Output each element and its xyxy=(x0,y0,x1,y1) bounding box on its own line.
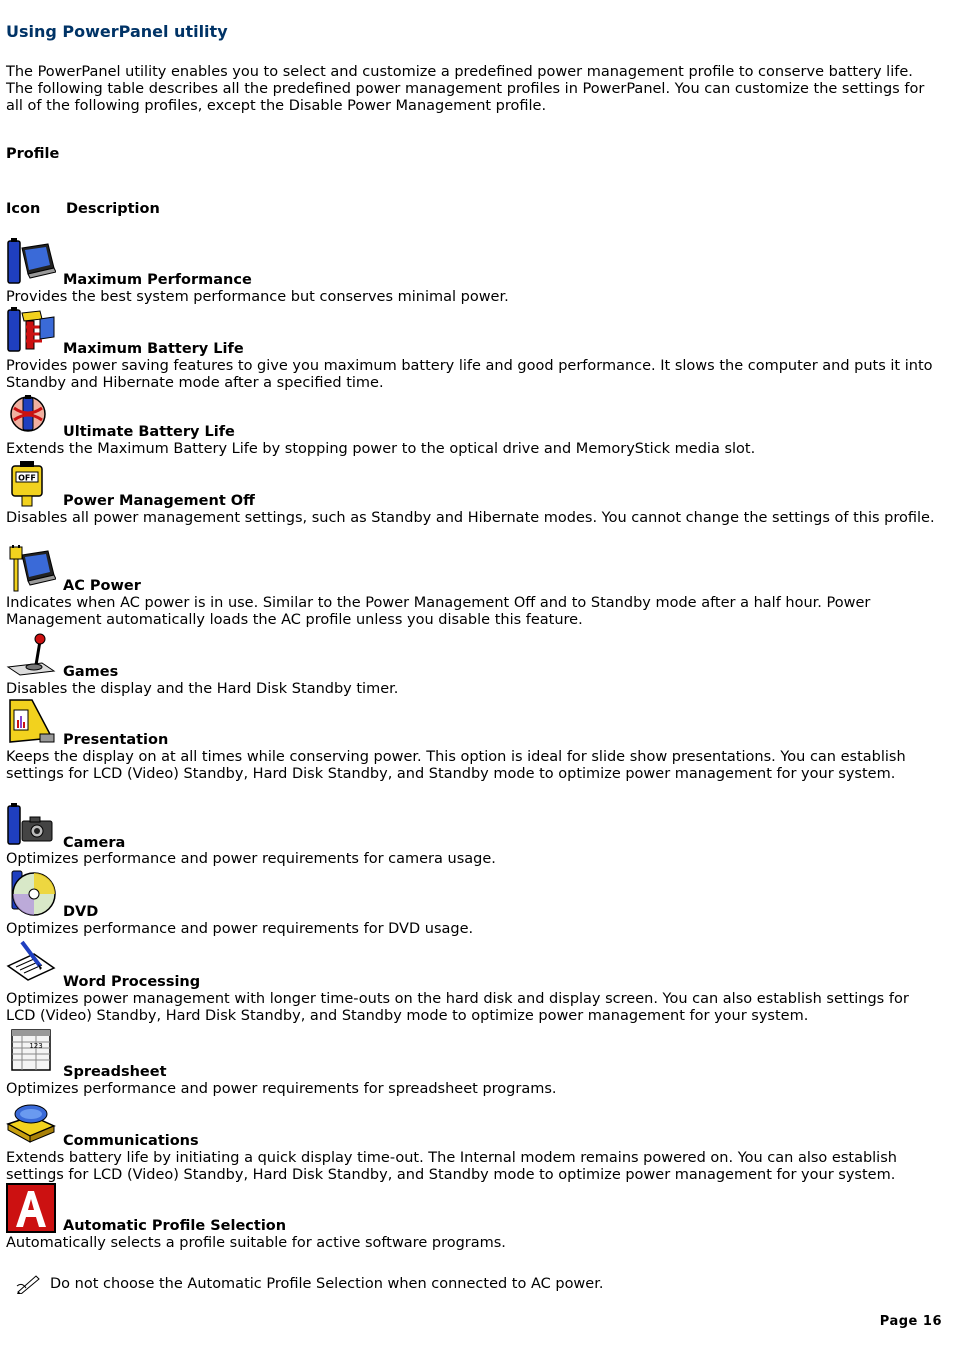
profile-name: Maximum Performance xyxy=(63,272,252,288)
profile-description: Optimizes performance and power requirements for DVD usage. xyxy=(6,921,474,937)
profile-name: Communications xyxy=(63,1133,199,1149)
intro-paragraph: The PowerPanel utility enables you to select and customize a predefined power management profile to conserve battery life. The following table describes all the predefined power management profiles in PowerPanel. You can customize the settings for all of the following profiles, except the Disable Power Management profile. xyxy=(6,64,925,114)
profile-name: DVD xyxy=(63,904,99,920)
profile-description: Disables the display and the Hard Disk Standby timer. xyxy=(6,681,399,697)
profile-description: Optimizes power management with longer time-outs on the hard disk and display screen. You can also establish settings for LCD (Video) Standby, Hard Disk Standby, and Standby mode to optimize power management for your system. xyxy=(6,991,909,1024)
spreadsheet-icon xyxy=(6,1028,56,1072)
profile-name: Word Processing xyxy=(63,974,201,990)
power-off-icon xyxy=(6,460,56,504)
svg-text:OFF: OFF xyxy=(18,473,36,483)
word-processing-icon xyxy=(6,940,56,984)
note-pencil-icon xyxy=(16,1274,40,1294)
profile-name: Presentation xyxy=(63,732,169,748)
joystick-icon xyxy=(6,631,56,675)
column-header-icon: Icon xyxy=(6,201,41,217)
presentation-icon xyxy=(6,698,56,742)
camera-icon xyxy=(6,803,56,847)
note xyxy=(16,1274,603,1294)
profile-description: Optimizes performance and power requirements for spreadsheet programs. xyxy=(6,1081,557,1097)
profile-description: Extends battery life by initiating a quick display time-out. The Internal modem remains powered on. You can also establish settings for LCD (Video) Standby, Hard Disk Standby, and Standby mode to optimize power management for your system. xyxy=(6,1150,897,1183)
profile-description: Disables all power management settings, such as Standby and Hibernate modes. You cannot change the settings of this profile. xyxy=(6,510,935,526)
profile-description: Indicates when AC power is in use. Similar to the Power Management Off and to Standby mode after a half hour. Power Management automatically loads the AC profile unless you disable this feature. xyxy=(6,595,871,628)
battery-gauge-icon xyxy=(6,307,56,351)
profile-name: Ultimate Battery Life xyxy=(63,424,235,440)
profile-description: Extends the Maximum Battery Life by stopping power to the optical drive and MemoryStick media slot. xyxy=(6,441,756,457)
profile-name: Spreadsheet xyxy=(63,1064,167,1080)
svg-text:123: 123 xyxy=(29,1042,43,1050)
profile-description: Optimizes performance and power requirements for camera usage. xyxy=(6,851,496,867)
column-header-description: Description xyxy=(66,201,160,217)
dvd-icon xyxy=(6,868,56,912)
profile-name: AC Power xyxy=(63,578,141,594)
ultimate-battery-icon xyxy=(6,394,56,438)
profile-description: Provides power saving features to give you maximum battery life and good performance. It slows the computer and puts it into Standby and Hibernate mode after a specified time. xyxy=(6,358,933,391)
column-headers xyxy=(6,201,160,217)
note-text: Do not choose the Automatic Profile Selection when connected to AC power. xyxy=(50,1276,604,1292)
profile-description: Keeps the display on at all times while conserving power. This option is ideal for slide show presentations. You can establish settings for LCD (Video) Standby, Hard Disk Standby, and Standby mode to optimize power management for your system. xyxy=(6,749,906,782)
page-title: Using PowerPanel utility xyxy=(6,22,228,41)
communications-icon xyxy=(6,1102,56,1146)
profile-name: Maximum Battery Life xyxy=(63,341,244,357)
profile-name: Games xyxy=(63,664,119,680)
profile-header: Profile xyxy=(6,146,60,162)
automatic-profile-icon xyxy=(6,1183,56,1227)
profile-name: Camera xyxy=(63,835,126,851)
battery-laptop-icon xyxy=(6,238,56,282)
profile-description: Provides the best system performance but conserves minimal power. xyxy=(6,289,509,305)
profile-name: Power Management Off xyxy=(63,493,255,509)
ac-power-icon xyxy=(6,545,56,589)
profile-description: Automatically selects a profile suitable for active software programs. xyxy=(6,1235,506,1251)
profile-name: Automatic Profile Selection xyxy=(63,1218,287,1234)
page-number: Page 16 xyxy=(879,1314,942,1329)
